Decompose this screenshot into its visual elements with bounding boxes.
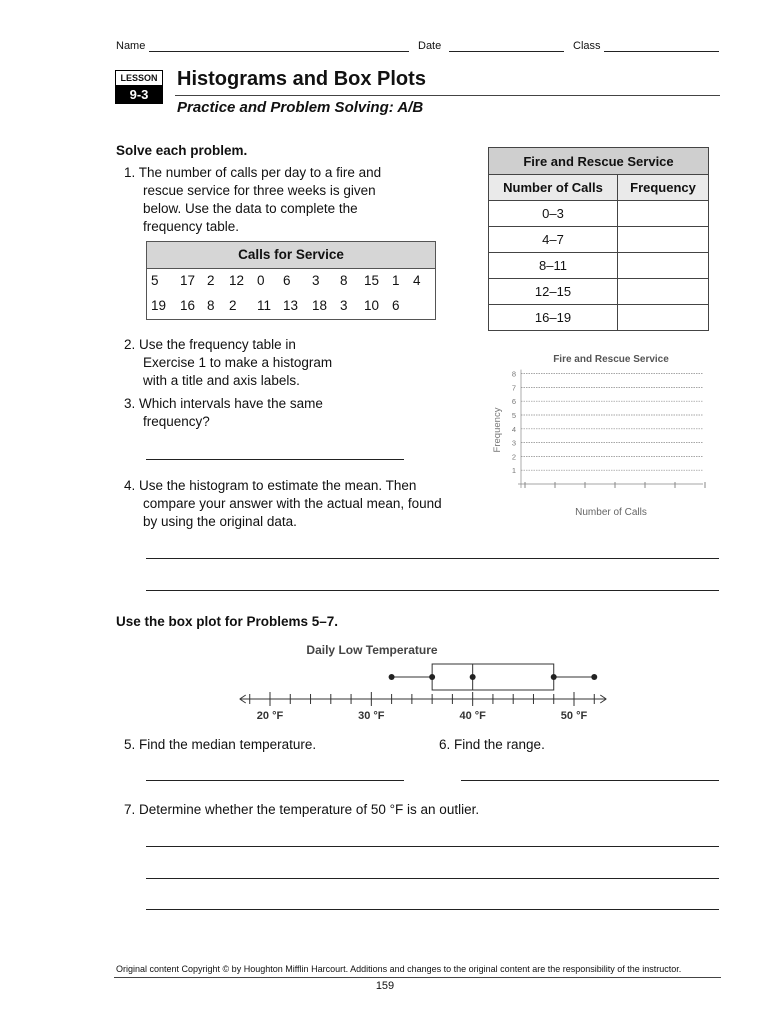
histogram-y-tick: 8 xyxy=(511,369,516,379)
frequency-input-cell[interactable] xyxy=(618,305,709,331)
calls-value: 15 xyxy=(364,273,380,288)
footer-rule xyxy=(114,977,721,978)
problem-1-line: below. Use the data to complete the xyxy=(143,201,358,216)
interval-cell: 12–15 xyxy=(489,279,618,305)
calls-value: 11 xyxy=(257,298,272,313)
name-label: Name xyxy=(116,40,146,52)
calls-value: 2 xyxy=(207,273,215,288)
problem-1-line: frequency table. xyxy=(143,219,240,234)
box-plot-tick-label: 50 °F xyxy=(560,710,588,722)
table-row xyxy=(489,227,709,253)
table-row xyxy=(489,279,709,305)
problem-6: 6. Find the range. xyxy=(439,737,545,752)
frequency-table-header-calls: Number of Calls xyxy=(489,175,618,201)
table-row xyxy=(489,201,709,227)
calls-value: 18 xyxy=(312,298,328,313)
problem-1-line: rescue service for three weeks is given xyxy=(143,183,376,198)
answer-line-3[interactable] xyxy=(146,459,404,460)
table-row xyxy=(489,305,709,331)
answer-line-7a[interactable] xyxy=(146,846,719,847)
lesson-badge xyxy=(115,70,163,104)
calls-value: 8 xyxy=(207,298,215,313)
problem-4 xyxy=(124,477,442,531)
interval-cell: 4–7 xyxy=(489,227,618,253)
table-row xyxy=(489,253,709,279)
histogram-y-tick: 4 xyxy=(511,424,516,434)
box-plot-tick-label: 20 °F xyxy=(256,710,284,722)
lesson-number: 9-3 xyxy=(115,86,163,104)
box-plot-point-q3 xyxy=(551,674,557,680)
calls-row-2 xyxy=(147,294,435,319)
calls-value: 6 xyxy=(392,298,400,313)
answer-line-6[interactable] xyxy=(461,780,719,781)
page-title: Histograms and Box Plots xyxy=(177,68,426,90)
calls-value: 16 xyxy=(180,298,196,313)
class-label: Class xyxy=(573,40,601,52)
problem-3-line: 3. Which intervals have the same xyxy=(124,396,323,411)
histogram-x-label: Number of Calls xyxy=(575,507,647,518)
problem-7: 7. Determine whether the temperature of 50 °F is an outlier. xyxy=(124,802,480,817)
histogram-y-tick: 6 xyxy=(511,397,516,407)
calls-value: 12 xyxy=(229,273,245,288)
box-plot-point-max xyxy=(591,674,597,680)
calls-value: 6 xyxy=(283,273,291,288)
answer-line-4a[interactable] xyxy=(146,558,719,559)
frequency-input-cell[interactable] xyxy=(618,201,709,227)
calls-value: 4 xyxy=(413,273,421,288)
name-field[interactable] xyxy=(149,51,409,52)
calls-value: 10 xyxy=(364,298,380,313)
problem-2-line: Exercise 1 to make a histogram xyxy=(143,355,333,370)
frequency-table-caption: Fire and Rescue Service xyxy=(489,148,709,175)
calls-value: 1 xyxy=(392,273,400,288)
histogram-y-tick: 7 xyxy=(511,383,516,393)
problem-5: 5. Find the median temperature. xyxy=(124,737,317,752)
calls-value: 8 xyxy=(340,273,348,288)
problem-3-line: frequency? xyxy=(143,414,210,429)
interval-cell: 16–19 xyxy=(489,305,618,331)
footer-copyright: Original content Copyright © by Houghton Mifflin Harcourt. Additions and changes to the original content are the responsibility of the instructor. xyxy=(116,964,682,974)
box-plot-box xyxy=(432,664,554,690)
frequency-table xyxy=(488,147,709,331)
problem-2-line: with a title and axis labels. xyxy=(143,373,300,388)
interval-cell: 0–3 xyxy=(489,201,618,227)
calls-value: 17 xyxy=(180,273,196,288)
page-subtitle: Practice and Problem Solving: A/B xyxy=(177,99,424,116)
date-label: Date xyxy=(418,40,442,52)
section-heading-solve: Solve each problem. xyxy=(116,143,248,158)
frequency-input-cell[interactable] xyxy=(618,253,709,279)
calls-value: 13 xyxy=(283,298,299,313)
histogram-y-tick: 3 xyxy=(511,438,516,448)
calls-value: 0 xyxy=(257,273,265,288)
calls-value: 5 xyxy=(151,273,159,288)
answer-line-7c[interactable] xyxy=(146,909,719,910)
problem-4-line: 4. Use the histogram to estimate the mean. Then xyxy=(124,478,417,493)
page-number: 159 xyxy=(375,980,395,992)
box-plot-tick-label: 40 °F xyxy=(459,710,486,722)
histogram-y-tick: 1 xyxy=(511,466,516,476)
calls-table xyxy=(146,241,436,320)
histogram-title: Fire and Rescue Service xyxy=(553,354,669,365)
box-plot-title: Daily Low Temperature xyxy=(306,643,438,657)
problem-4-line: compare your answer with the actual mean, found xyxy=(143,496,442,511)
frequency-table-header-frequency: Frequency xyxy=(618,175,709,201)
histogram-grid[interactable] xyxy=(485,348,715,523)
problem-3 xyxy=(124,395,323,431)
box-plot-point-median xyxy=(470,674,476,680)
answer-line-7b[interactable] xyxy=(146,878,719,879)
problem-4-line: by using the original data. xyxy=(143,514,297,529)
calls-value: 3 xyxy=(312,273,320,288)
calls-row-1 xyxy=(147,269,435,294)
problem-2 xyxy=(124,336,332,390)
box-plot-point-min xyxy=(389,674,395,680)
answer-line-4b[interactable] xyxy=(146,590,719,591)
histogram-y-tick: 5 xyxy=(511,411,516,420)
box-plot-tick-label: 30 °F xyxy=(358,710,385,722)
frequency-input-cell[interactable] xyxy=(618,227,709,253)
problem-1 xyxy=(124,164,381,236)
calls-value: 19 xyxy=(151,298,167,313)
interval-cell: 8–11 xyxy=(489,253,618,279)
date-field[interactable] xyxy=(449,51,564,52)
calls-value: 3 xyxy=(340,298,348,313)
problem-2-line: 2. Use the frequency table in xyxy=(124,337,296,352)
section-heading-boxplot: Use the box plot for Problems 5–7. xyxy=(116,614,339,629)
class-field[interactable] xyxy=(604,51,719,52)
calls-value: 2 xyxy=(229,298,237,313)
calls-table-title: Calls for Service xyxy=(147,242,435,269)
answer-line-5[interactable] xyxy=(146,780,404,781)
lesson-label: LESSON xyxy=(115,70,163,86)
box-plot xyxy=(230,636,610,726)
frequency-input-cell[interactable] xyxy=(618,279,709,305)
box-plot-point-q1 xyxy=(429,674,435,680)
histogram-y-tick: 2 xyxy=(511,452,516,462)
title-rule xyxy=(175,95,720,96)
problem-1-line: 1. The number of calls per day to a fire and xyxy=(124,165,382,180)
histogram-y-label: Frequency xyxy=(492,407,503,453)
